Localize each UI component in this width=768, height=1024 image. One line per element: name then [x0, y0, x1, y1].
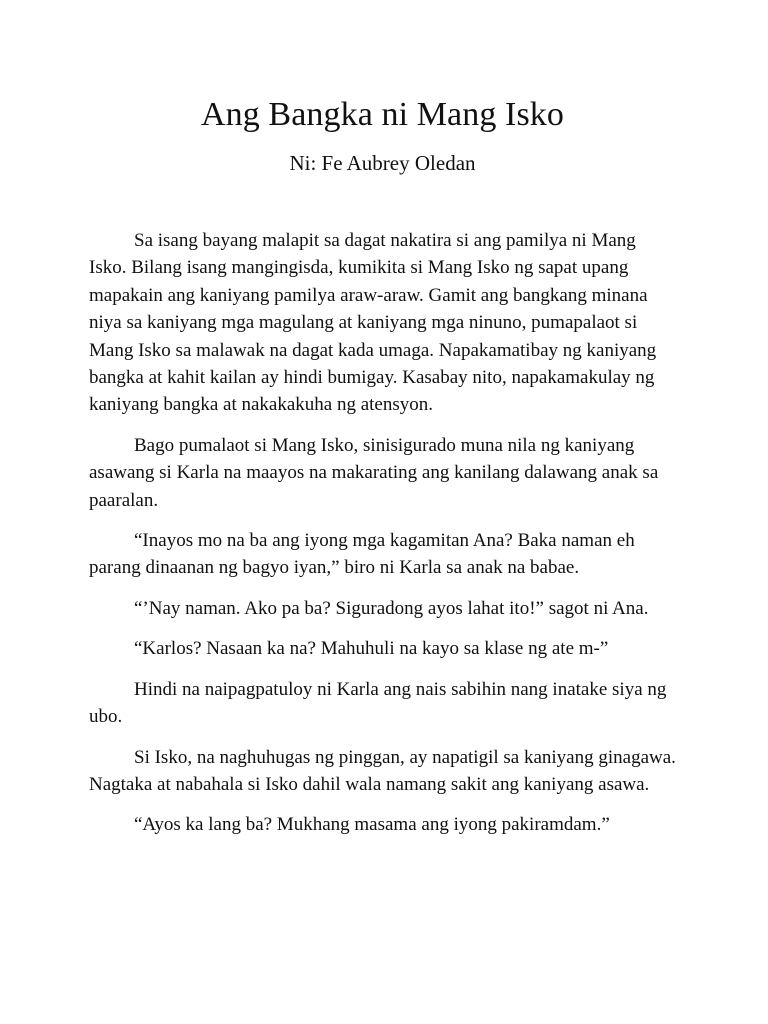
story-paragraph: Bago pumalaot si Mang Isko, sinisigurado muna nila ng kaniyang asawang si Karla na maayos na makarating ang kanilang dalawang anak sa paaralan. — [89, 434, 659, 511]
document-author: Ni: Fe Aubrey Oledan — [289, 151, 476, 175]
story-paragraph: “Ayos ka lang ba? Mukhang masama ang iyong pakiramdam.” — [134, 814, 610, 836]
story-body — [89, 227, 676, 839]
story-paragraph: Sa isang bayang malapit sa dagat nakatira si ang pamilya ni Mang Isko. Bilang isang mangingisda, kumikita si Mang Isko ng sapat upang mapakain ang kaniyang pamilya araw-araw. Gamit ang bangkang minana niya sa kaniyang mga magulang at kaniyang mga ninuno, pumapalaot si Mang Isko sa malawak na dagat kada umaga. Napakamatibay ng kaniyang bangka at kahit kailan ay hindi bumigay. Kasabay nito, napakamakulay ng kaniyang bangka at nakakakuha ng atensyon. — [89, 230, 657, 416]
story-paragraph: “’Nay naman. Ako pa ba? Siguradong ayos lahat ito!” sagot ni Ana. — [134, 597, 649, 619]
story-paragraph: Hindi na naipagpatuloy ni Karla ang nais sabihin nang inatake siya ng ubo. — [89, 678, 667, 728]
story-paragraph: “Inayos mo na ba ang iyong mga kagamitan Ana? Baka naman eh parang dinaanan ng bagyo iyan,” biro ni Karla sa anak na babae. — [89, 530, 635, 579]
story-paragraph: “Karlos? Nasaan ka na? Mahuhuli na kayo sa klase ng ate m-” — [134, 638, 609, 660]
story-paragraph: Si Isko, na naghuhugas ng pinggan, ay napatigil sa kaniyang ginagawa. Nagtaka at nabahala si Isko dahil wala namang sakit ang kaniyang asawa. — [89, 746, 676, 795]
document-title: Ang Bangka ni Mang Isko — [200, 96, 565, 133]
